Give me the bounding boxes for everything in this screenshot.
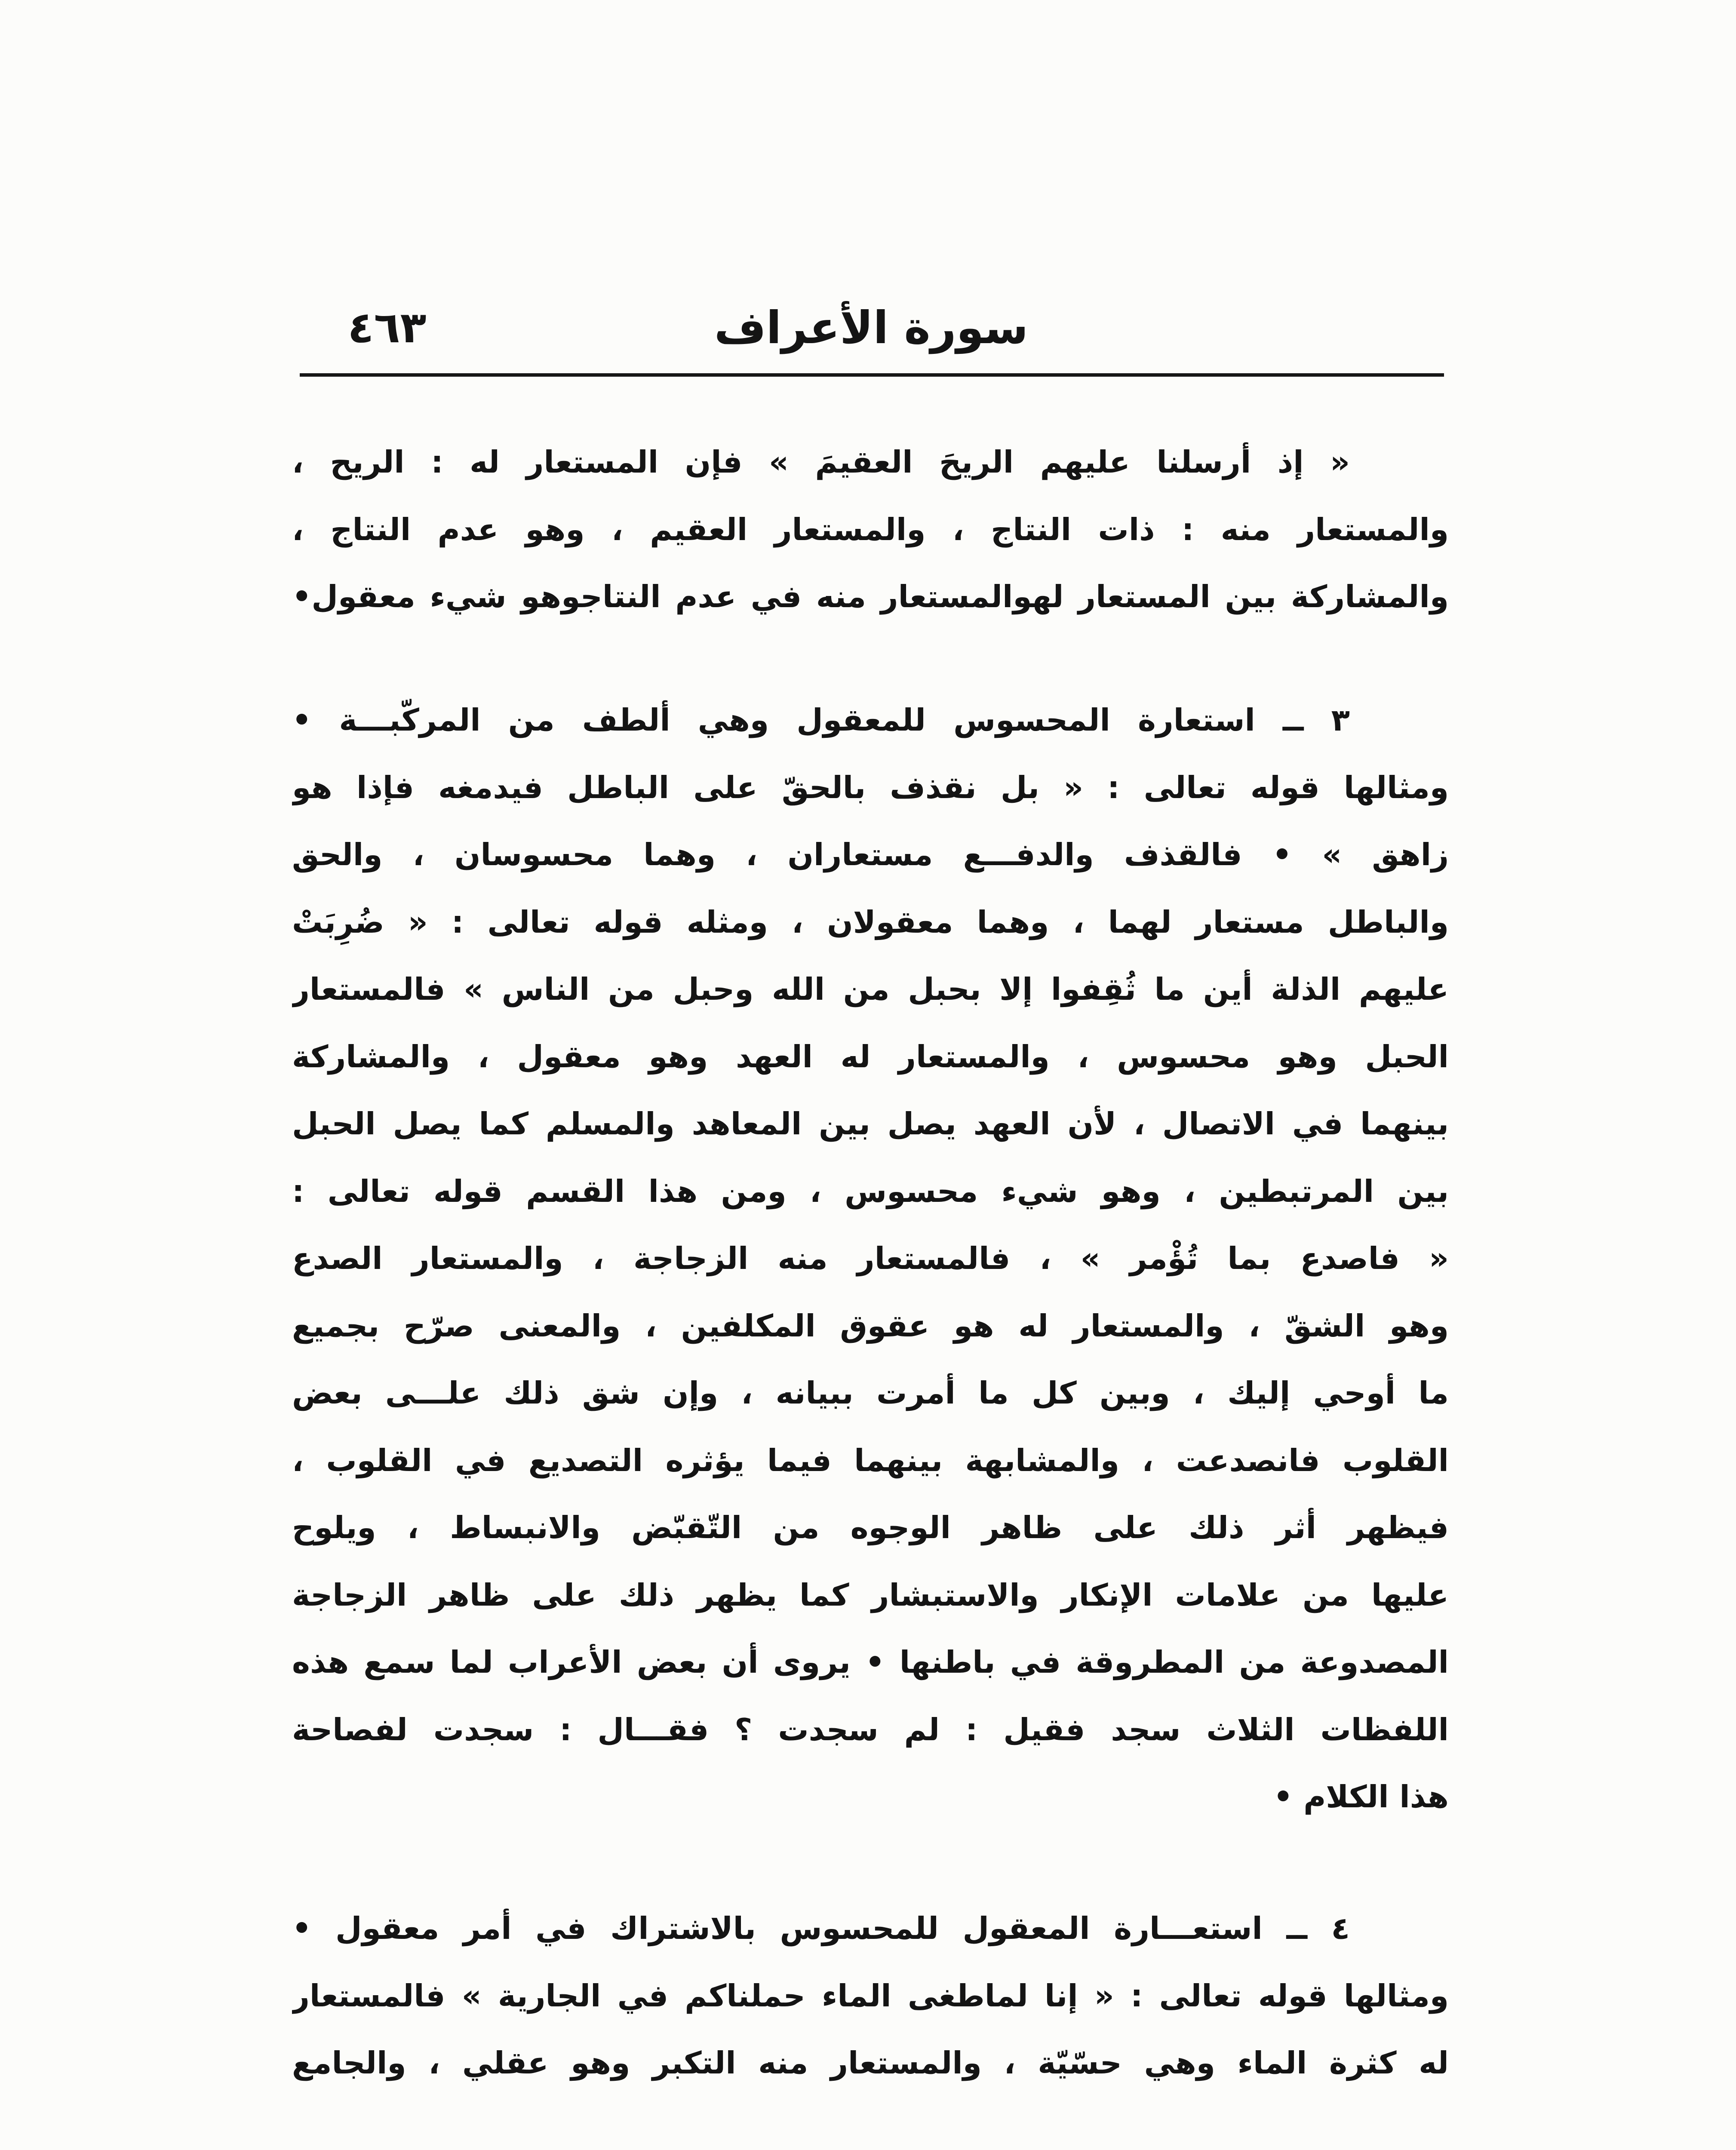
text-line: عليهم الذلة أين ما ثُقِفوا إلا بحبل من الله وحبل من الناس » فالمستعار — [292, 971, 1449, 1007]
text-line: بينهما في الاتصال ، لأن العهد يصل بين المعاهد والمسلم كما يصل الحبل — [292, 1106, 1449, 1142]
paragraph — [292, 429, 1449, 631]
text-line: والمستعار منه : ذات النتاج ، والمستعار العقيم ، وهو عدم النتاج ، — [292, 511, 1449, 547]
paragraph — [292, 1895, 1449, 2097]
text-line: والمشاركة بين المستعار لهوالمستعار منه في عدم النتاجوهو شيء معقول• — [292, 579, 1449, 614]
text-line: اللفظات الثلاث سجد فقيل : لم سجدت ؟ فقـــال : سجدت لفصاحة — [292, 1711, 1449, 1748]
text-line: له كثرة الماء وهي حسّيّة ، والمستعار منه التكبر وهو عقلي ، والجامع — [292, 2045, 1449, 2081]
text-line: فيظهر أثر ذلك على ظاهر الوجوه من التّقبّض والانبساط ، ويلوح — [292, 1510, 1449, 1545]
text-line: هذا الكلام • — [1273, 1779, 1449, 1815]
text-line: الحبل وهو محسوس ، والمستعار له العهد وهو معقول ، والمشاركة — [292, 1038, 1449, 1075]
text-line: « إذ أرسلنا عليهم الريحَ العقيمَ » فإن المستعار له : الريح ، — [292, 444, 1350, 480]
text-line: ومثالها قوله تعالى : « بل نقذف بالحقّ على الباطل فيدمغه فإذا هو — [292, 769, 1449, 805]
text-line: وهو الشقّ ، والمستعار له هو عقوق المكلفين ، والمعنى صرّح بجميع — [292, 1308, 1449, 1344]
text-line: المصدوعة من المطروقة في باطنها • يروى أن بعض الأعراب لما سمع هذه — [292, 1644, 1449, 1680]
running-header-title: سورة الأعراف — [714, 301, 1029, 354]
text-line: عليها من علامات الإنكار والاستبشار كما يظهر ذلك على ظاهر الزجاجة — [292, 1577, 1449, 1613]
text-line: ما أوحي إليك ، وبين كل ما أمرت ببيانه ، وإن شق ذلك علـــى بعض — [292, 1375, 1449, 1411]
text-line: القلوب فانصدعت ، والمشابهة بينهما فيما يؤثره التصديع في القلوب ، — [292, 1442, 1449, 1478]
text-line: زاهق » • فالقذف والدفـــع مستعاران ، وهما محسوسان ، والحق — [292, 837, 1449, 872]
text-line: ٣ ــ استعارة المحسوس للمعقول وهي ألطف من المركّبـــة • — [292, 702, 1350, 738]
page-number: ٤٦٣ — [347, 302, 427, 353]
paragraph — [292, 687, 1449, 1831]
body-text — [292, 0, 1449, 2150]
text-line: والباطل مستعار لهما ، وهما معقولان ، ومثله قوله تعالى : « ضُرِبَتْ — [292, 904, 1449, 940]
text-line: ٤ ــ استعـــارة المعقول للمحسوس بالاشتراك في أمر معقول • — [292, 1910, 1350, 1946]
text-line: بين المرتبطين ، وهو شيء محسوس ، ومن هذا القسم قوله تعالى : — [292, 1173, 1449, 1209]
text-line: ومثالها قوله تعالى : « إنا لماطغى الماء حملناكم في الجارية » فالمستعار — [292, 1978, 1449, 2014]
text-line: « فاصدع بما تُؤْمر » ، فالمستعار منه الزجاجة ، والمستعار الصدع — [292, 1241, 1449, 1276]
